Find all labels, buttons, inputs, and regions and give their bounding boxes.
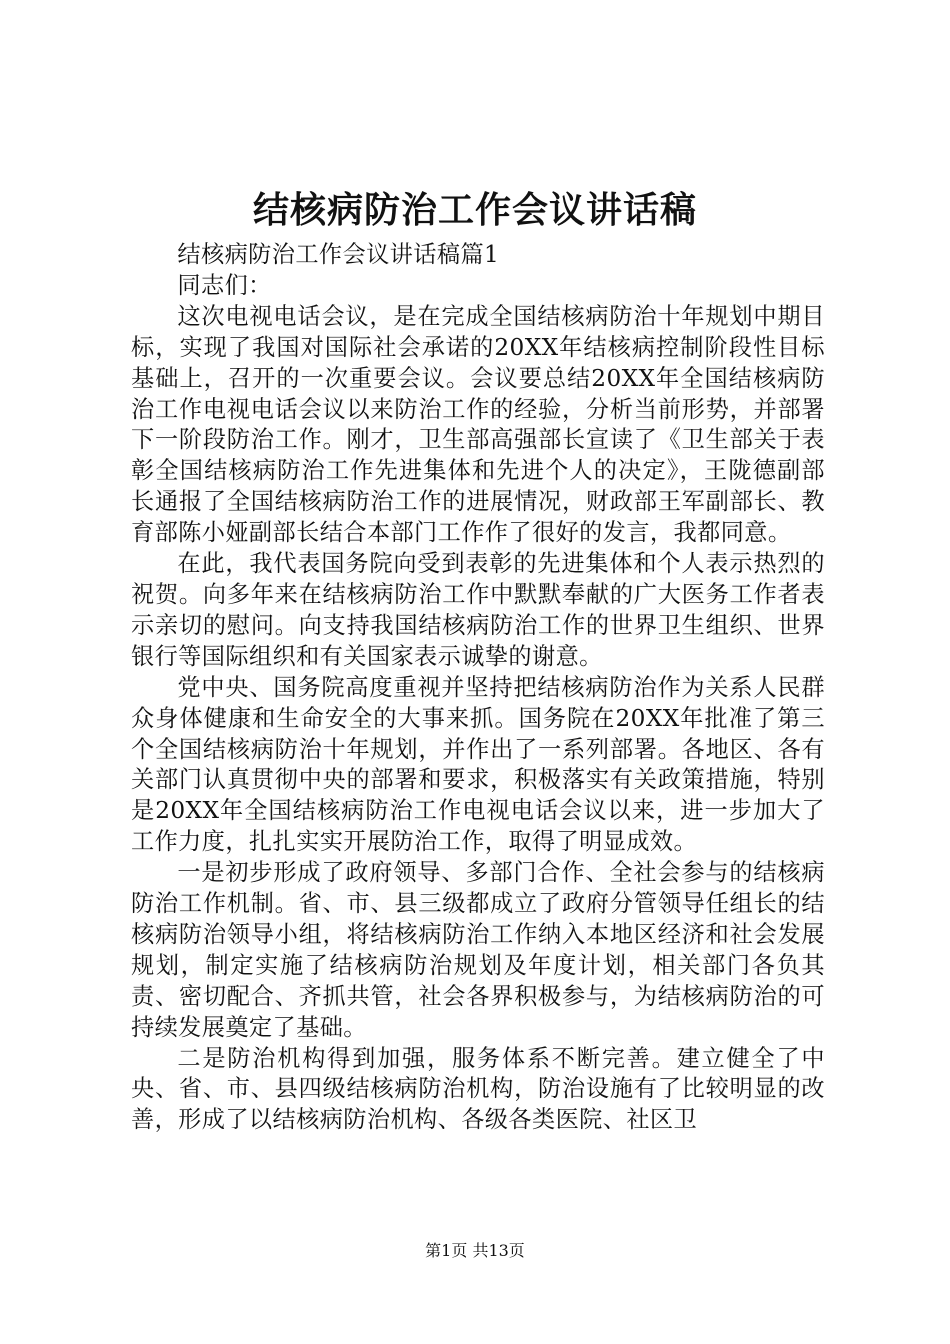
paragraph: 这次电视电话会议，是在完成全国结核病防治十年规划中期目标，实现了我国对国际社会承诺的20XX年结核病控制阶段性目标基础上，召开的一次重要会议。会议要总结20XX年全国结核病防治工作电视电话会议以来防治工作的经验，分析当前形势，并部署下一阶段防治工作。刚才，卫生部高强部长宣读了《卫生部关于表彰全国结核病防治工作先进集体和先进个人的决定》，王陇德副部长通报了全国结核病防治工作的进展情况，财政部王军副部长、教育部陈小娅副部长结合本部门工作作了很好的发言，我都同意。 (131, 302, 825, 547)
document-subtitle: 结核病防治工作会议讲话稿篇1 (177, 241, 500, 268)
paragraph: 在此，我代表国务院向受到表彰的先进集体和个人表示热烈的祝贺。向多年来在结核病防治工作中默默奉献的广大医务工作者表示亲切的慰问。向支持我国结核病防治工作的世界卫生组织、世界银行等国际组织和有关国家表示诚挚的谢意。 (131, 550, 825, 670)
document-body (131, 240, 825, 1136)
paragraph: 二是防治机构得到加强，服务体系不断完善。建立健全了中央、省、市、县四级结核病防治机构，防治设施有了比较明显的改善，形成了以结核病防治机构、各级各类医院、社区卫 (131, 1044, 825, 1134)
page-footer: 第1页 共13页 (425, 1241, 525, 1260)
paragraph: 党中央、国务院高度重视并坚持把结核病防治作为关系人民群众身体健康和生命安全的大事来抓。国务院在20XX年批准了第三个全国结核病防治十年规划，并作出了一系列部署。各地区、各有关部门认真贯彻中央的部署和要求，积极落实有关政策措施，特别是20XX年全国结核病防治工作电视电话会议以来，进一步加大了工作力度，扎扎实实开展防治工作，取得了明显成效。 (131, 673, 825, 856)
paragraph: 一是初步形成了政府领导、多部门合作、全社会参与的结核病防治工作机制。省、市、县三级都成立了政府分管领导任组长的结核病防治领导小组，将结核病防治工作纳入本地区经济和社会发展规划，制定实施了结核病防治规划及年度计划，相关部门各负其责、密切配合、齐抓共管，社会各界积极参与，为结核病防治的可持续发展奠定了基础。 (131, 859, 825, 1041)
salutation: 同志们： (177, 271, 272, 299)
document-title: 结核病防治工作会议讲话稿 (252, 189, 697, 231)
